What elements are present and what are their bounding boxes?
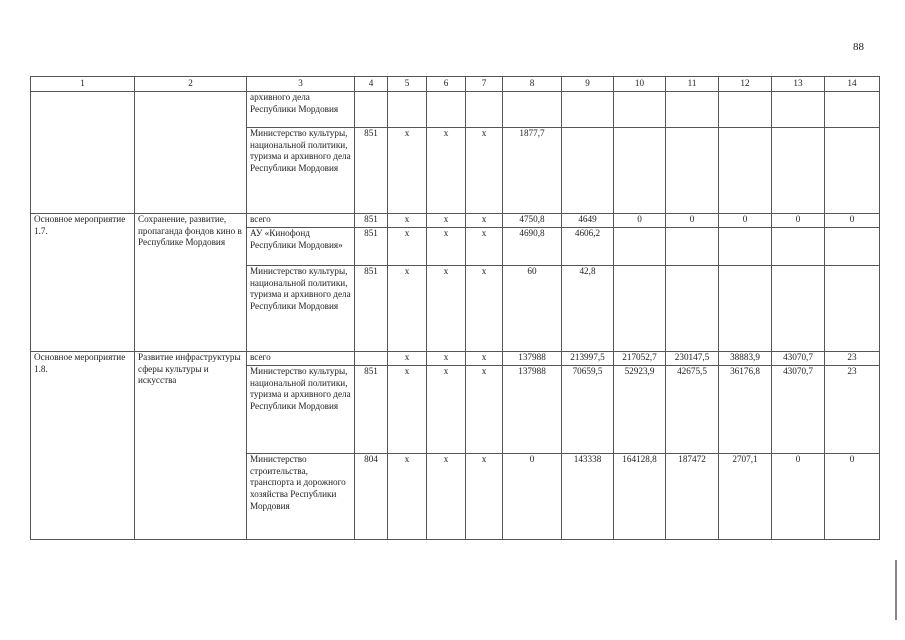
value-cell-c5: х xyxy=(388,128,427,214)
value-cell-c14 xyxy=(825,266,880,352)
value-cell-c8: 4690,8 xyxy=(503,228,562,266)
executor-cell: всего xyxy=(247,352,355,366)
column-header-4: 4 xyxy=(355,77,388,92)
table-row xyxy=(31,352,880,366)
value-cell-c10: 164128,8 xyxy=(614,454,666,540)
measure-title-cell: Развитие инфраструктуры сферы культуры и искусства xyxy=(135,352,247,540)
value-cell-c7 xyxy=(466,92,503,128)
value-cell-c14 xyxy=(825,128,880,214)
column-header-8: 8 xyxy=(503,77,562,92)
value-cell-c8: 4750,8 xyxy=(503,214,562,228)
value-cell-c7: х xyxy=(466,352,503,366)
value-cell-c11: 187472 xyxy=(666,454,719,540)
value-cell-c11 xyxy=(666,128,719,214)
column-header-7: 7 xyxy=(466,77,503,92)
value-cell-c5: х xyxy=(388,214,427,228)
continued-title-cell xyxy=(135,92,247,214)
measure-label-cell: Основное мероприятие 1.8. xyxy=(31,352,135,540)
value-cell-c12: 38883,9 xyxy=(719,352,772,366)
value-cell-c7: х xyxy=(466,266,503,352)
value-cell-c12 xyxy=(719,128,772,214)
value-cell-c13 xyxy=(772,266,825,352)
value-cell-c14: 23 xyxy=(825,366,880,454)
column-header-14: 14 xyxy=(825,77,880,92)
value-cell-c9: 42,8 xyxy=(562,266,614,352)
table-header xyxy=(31,77,880,92)
value-cell-c8: 137988 xyxy=(503,366,562,454)
value-cell-c10 xyxy=(614,128,666,214)
value-cell-c13: 43070,7 xyxy=(772,366,825,454)
value-cell-c13: 43070,7 xyxy=(772,352,825,366)
value-cell-c4 xyxy=(355,352,388,366)
value-cell-c12: 36176,8 xyxy=(719,366,772,454)
value-cell-c12 xyxy=(719,266,772,352)
value-cell-c8: 60 xyxy=(503,266,562,352)
value-cell-c11: 230147,5 xyxy=(666,352,719,366)
value-cell-c11 xyxy=(666,266,719,352)
value-cell-c13: 0 xyxy=(772,454,825,540)
scan-edge-mark xyxy=(895,560,897,620)
value-cell-c9: 213997,5 xyxy=(562,352,614,366)
value-cell-c5: х xyxy=(388,454,427,540)
column-header-10: 10 xyxy=(614,77,666,92)
column-header-13: 13 xyxy=(772,77,825,92)
value-cell-c10 xyxy=(614,228,666,266)
value-cell-c4: 851 xyxy=(355,214,388,228)
value-cell-c5 xyxy=(388,92,427,128)
budget-table xyxy=(30,76,880,540)
value-cell-c5: х xyxy=(388,366,427,454)
value-cell-c4: 851 xyxy=(355,366,388,454)
value-cell-c6: х xyxy=(427,214,466,228)
value-cell-c8 xyxy=(503,92,562,128)
value-cell-c14: 0 xyxy=(825,454,880,540)
value-cell-c13: 0 xyxy=(772,214,825,228)
column-header-12: 12 xyxy=(719,77,772,92)
value-cell-c5: х xyxy=(388,352,427,366)
value-cell-c14: 0 xyxy=(825,214,880,228)
executor-cell: Министерство культуры, национальной политики, туризма и архивного дела Республики Мордовия xyxy=(247,366,355,454)
value-cell-c6 xyxy=(427,92,466,128)
value-cell-c9: 70659,5 xyxy=(562,366,614,454)
value-cell-c12 xyxy=(719,228,772,266)
continued-measure-cell xyxy=(31,92,135,214)
value-cell-c6: х xyxy=(427,454,466,540)
value-cell-c8: 0 xyxy=(503,454,562,540)
value-cell-c11 xyxy=(666,228,719,266)
value-cell-c8: 137988 xyxy=(503,352,562,366)
value-cell-c10: 52923,9 xyxy=(614,366,666,454)
value-cell-c6: х xyxy=(427,352,466,366)
value-cell-c4: 804 xyxy=(355,454,388,540)
value-cell-c12: 0 xyxy=(719,214,772,228)
column-header-1: 1 xyxy=(31,77,135,92)
value-cell-c14 xyxy=(825,228,880,266)
value-cell-c9: 4606,2 xyxy=(562,228,614,266)
executor-cell: Министерство строительства, транспорта и дорожного хозяйства Республики Мордовия xyxy=(247,454,355,540)
value-cell-c13 xyxy=(772,228,825,266)
value-cell-c14 xyxy=(825,92,880,128)
measure-label-cell: Основное мероприятие 1.7. xyxy=(31,214,135,352)
column-header-3: 3 xyxy=(247,77,355,92)
column-header-6: 6 xyxy=(427,77,466,92)
executor-cell: Министерство культуры, национальной политики, туризма и архивного дела Республики Мордовия xyxy=(247,266,355,352)
value-cell-c13 xyxy=(772,92,825,128)
value-cell-c8: 1877,7 xyxy=(503,128,562,214)
value-cell-c5: х xyxy=(388,266,427,352)
value-cell-c10: 0 xyxy=(614,214,666,228)
column-header-11: 11 xyxy=(666,77,719,92)
value-cell-c9 xyxy=(562,128,614,214)
column-header-9: 9 xyxy=(562,77,614,92)
value-cell-c7: х xyxy=(466,128,503,214)
executor-cell: всего xyxy=(247,214,355,228)
measure-title-cell: Сохранение, развитие, пропаганда фондов кино в Республике Мордовия xyxy=(135,214,247,352)
value-cell-c4: 851 xyxy=(355,266,388,352)
value-cell-c9: 143338 xyxy=(562,454,614,540)
table-row xyxy=(31,214,880,228)
value-cell-c4: 851 xyxy=(355,128,388,214)
value-cell-c6: х xyxy=(427,366,466,454)
value-cell-c5: х xyxy=(388,228,427,266)
value-cell-c14: 23 xyxy=(825,352,880,366)
value-cell-c7: х xyxy=(466,454,503,540)
executor-cell: Министерство культуры, национальной политики, туризма и архивного дела Республики Мордовия xyxy=(247,128,355,214)
value-cell-c7: х xyxy=(466,366,503,454)
value-cell-c4 xyxy=(355,92,388,128)
value-cell-c4: 851 xyxy=(355,228,388,266)
value-cell-c11: 0 xyxy=(666,214,719,228)
page-number: 88 xyxy=(853,41,864,53)
value-cell-c6: х xyxy=(427,128,466,214)
value-cell-c11 xyxy=(666,92,719,128)
value-cell-c6: х xyxy=(427,228,466,266)
value-cell-c10 xyxy=(614,92,666,128)
value-cell-c7: х xyxy=(466,228,503,266)
column-header-5: 5 xyxy=(388,77,427,92)
value-cell-c7: х xyxy=(466,214,503,228)
value-cell-c12: 2707,1 xyxy=(719,454,772,540)
column-header-2: 2 xyxy=(135,77,247,92)
value-cell-c11: 42675,5 xyxy=(666,366,719,454)
executor-cell: архивного дела Республики Мордовия xyxy=(247,92,355,128)
executor-cell: АУ «Кинофонд Республики Мордовия» xyxy=(247,228,355,266)
table-row xyxy=(31,92,880,128)
value-cell-c10: 217052,7 xyxy=(614,352,666,366)
value-cell-c13 xyxy=(772,128,825,214)
value-cell-c10 xyxy=(614,266,666,352)
value-cell-c6: х xyxy=(427,266,466,352)
value-cell-c12 xyxy=(719,92,772,128)
value-cell-c9: 4649 xyxy=(562,214,614,228)
value-cell-c9 xyxy=(562,92,614,128)
